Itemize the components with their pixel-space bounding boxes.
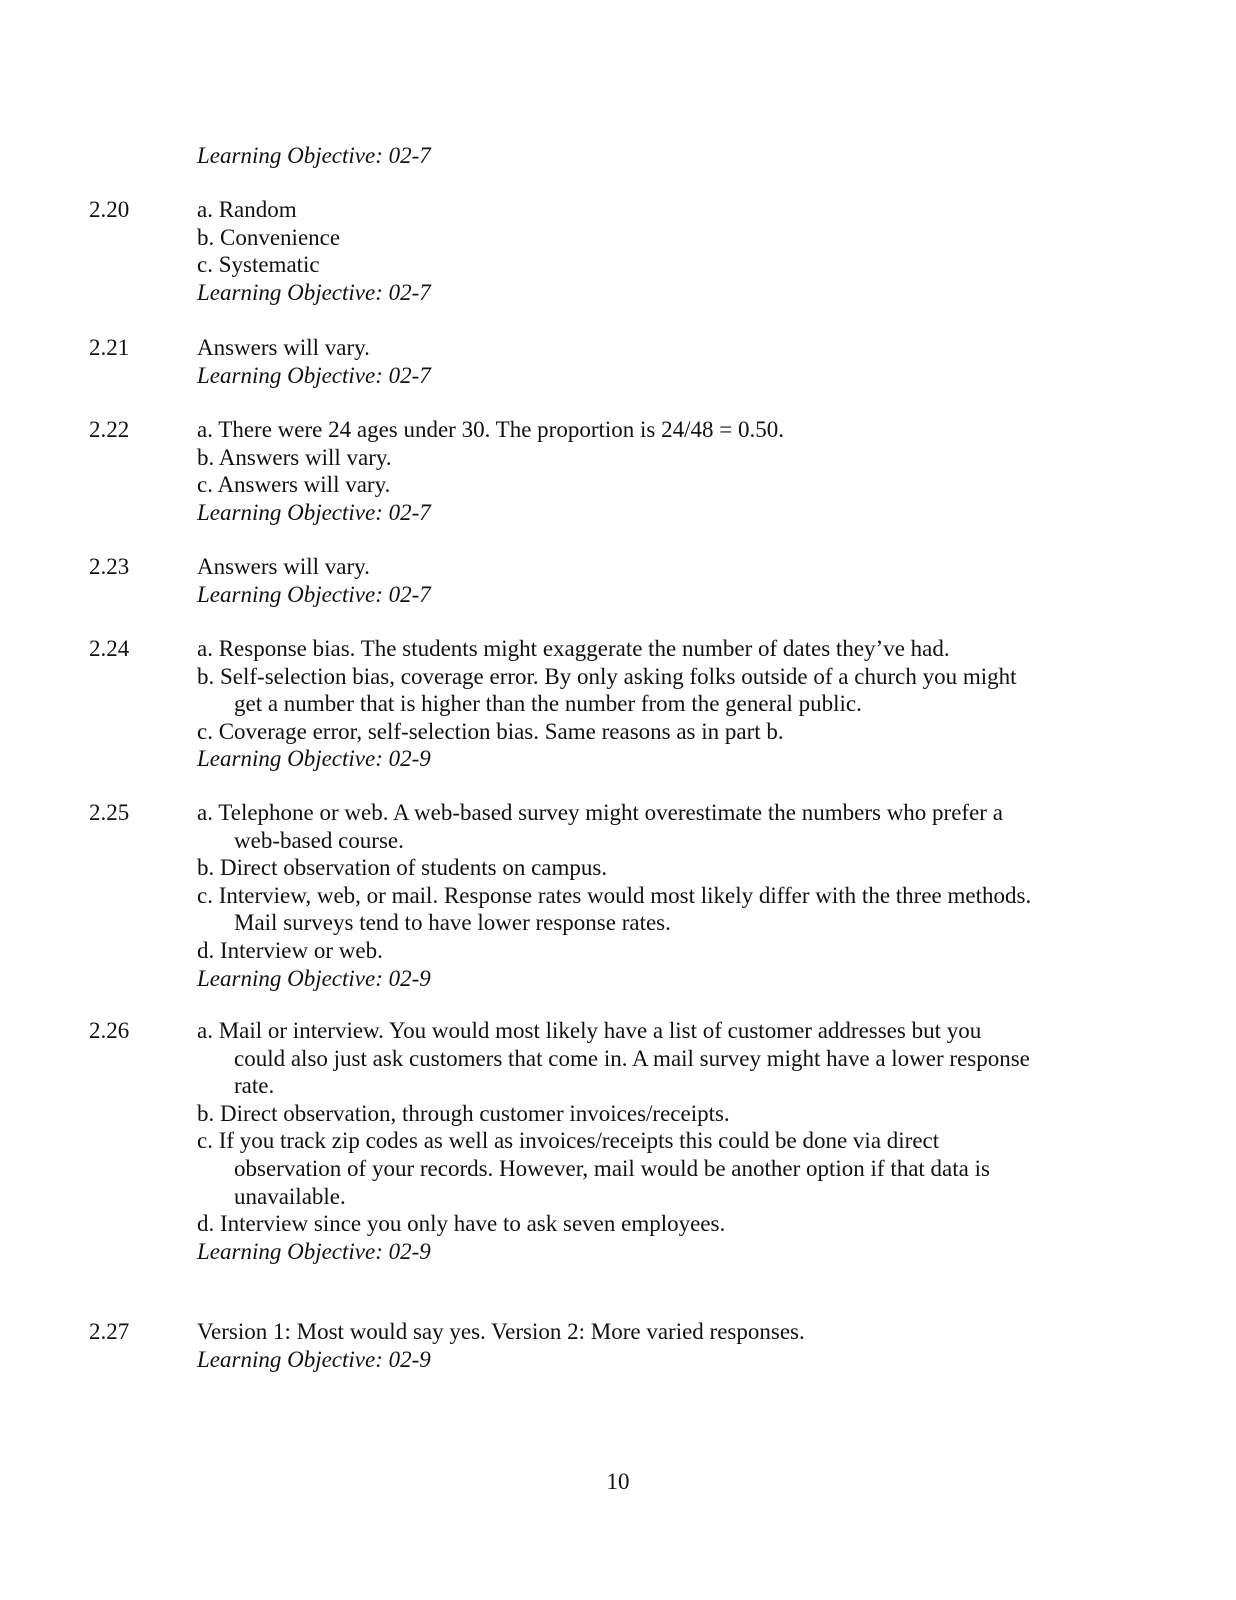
answer-line: Answers will vary. xyxy=(197,554,370,579)
answer-line: Version 1: Most would say yes. Version 2: More varied responses. xyxy=(197,1319,805,1344)
learning-objective: Learning Objective: 02-9 xyxy=(197,965,431,991)
answer-body xyxy=(197,1017,1097,1265)
problem-number: 2.20 xyxy=(89,197,130,222)
learning-objective: Learning Objective: 02-7 xyxy=(197,581,431,607)
answer-line: a. Random xyxy=(197,197,297,222)
learning-objective: Learning Objective: 02-9 xyxy=(197,746,431,772)
answer-line: c. Interview, web, or mail. Response rates would most likely differ with the three methods. xyxy=(197,882,1032,908)
answer-line: a. Telephone or web. A web-based survey might overestimate the numbers who prefer a xyxy=(197,800,1003,825)
answer-line: d. Interview or web. xyxy=(197,937,383,963)
problem-number: 2.23 xyxy=(89,554,130,579)
answer-line: d. Interview since you only have to ask seven employees. xyxy=(197,1211,726,1237)
answer-line: a. Response bias. The students might exaggerate the number of dates they’ve had. xyxy=(197,636,950,661)
problem-number: 2.26 xyxy=(89,1018,130,1043)
answer-line: b. Answers will vary. xyxy=(197,444,392,470)
learning-objective: Learning Objective: 02-7 xyxy=(197,143,431,168)
answer-line: b. Direct observation, through customer invoices/receipts. xyxy=(197,1100,730,1126)
page-number: 10 xyxy=(606,1469,630,1494)
answer-body xyxy=(197,799,1097,992)
answer-line: Answers will vary. xyxy=(197,335,370,360)
learning-objective: Learning Objective: 02-7 xyxy=(197,279,431,305)
answer-line: c. Coverage error, self-selection bias. Same reasons as in part b. xyxy=(197,718,784,744)
answer-line: a. There were 24 ages under 30. The proportion is 24/48 = 0.50. xyxy=(197,417,784,442)
answer-line: could also just ask customers that come in. A mail survey might have a lower response xyxy=(234,1045,1030,1071)
answer-body xyxy=(197,1318,1097,1373)
answer-line: b. Convenience xyxy=(197,224,341,250)
problem-number: 2.24 xyxy=(89,636,130,661)
learning-objective: Learning Objective: 02-7 xyxy=(197,499,431,525)
answer-line: Mail surveys tend to have lower response rates. xyxy=(234,910,671,936)
answer-line: b. Self-selection bias, coverage error. By only asking folks outside of a church you might xyxy=(197,663,1017,689)
answer-line: observation of your records. However, mail would be another option if that data is xyxy=(234,1155,990,1181)
answer-body xyxy=(197,635,1097,773)
answer-line: c. Answers will vary. xyxy=(197,472,391,498)
learning-objective: Learning Objective: 02-9 xyxy=(197,1346,431,1372)
problem-number: 2.21 xyxy=(89,335,130,360)
answer-line: c. Systematic xyxy=(197,252,320,278)
answer-body xyxy=(197,196,1097,306)
answer-line: b. Direct observation of students on campus. xyxy=(197,855,608,881)
problem-number: 2.22 xyxy=(89,417,130,442)
problem-number: 2.25 xyxy=(89,800,130,825)
answer-body xyxy=(197,334,1097,389)
answer-line: a. Mail or interview. You would most likely have a list of customer addresses but you xyxy=(197,1018,982,1043)
answer-line: c. If you track zip codes as well as invoices/receipts this could be done via direct xyxy=(197,1128,940,1154)
problem-number: 2.27 xyxy=(89,1319,130,1344)
answer-line: rate. xyxy=(234,1073,275,1099)
answer-body xyxy=(197,553,1097,608)
answer-line: web-based course. xyxy=(234,827,404,853)
answer-body xyxy=(197,416,1097,526)
learning-objective: Learning Objective: 02-9 xyxy=(197,1238,431,1264)
answer-line: get a number that is higher than the number from the general public. xyxy=(234,691,862,717)
learning-objective: Learning Objective: 02-7 xyxy=(197,362,431,388)
answer-line: unavailable. xyxy=(234,1183,346,1209)
